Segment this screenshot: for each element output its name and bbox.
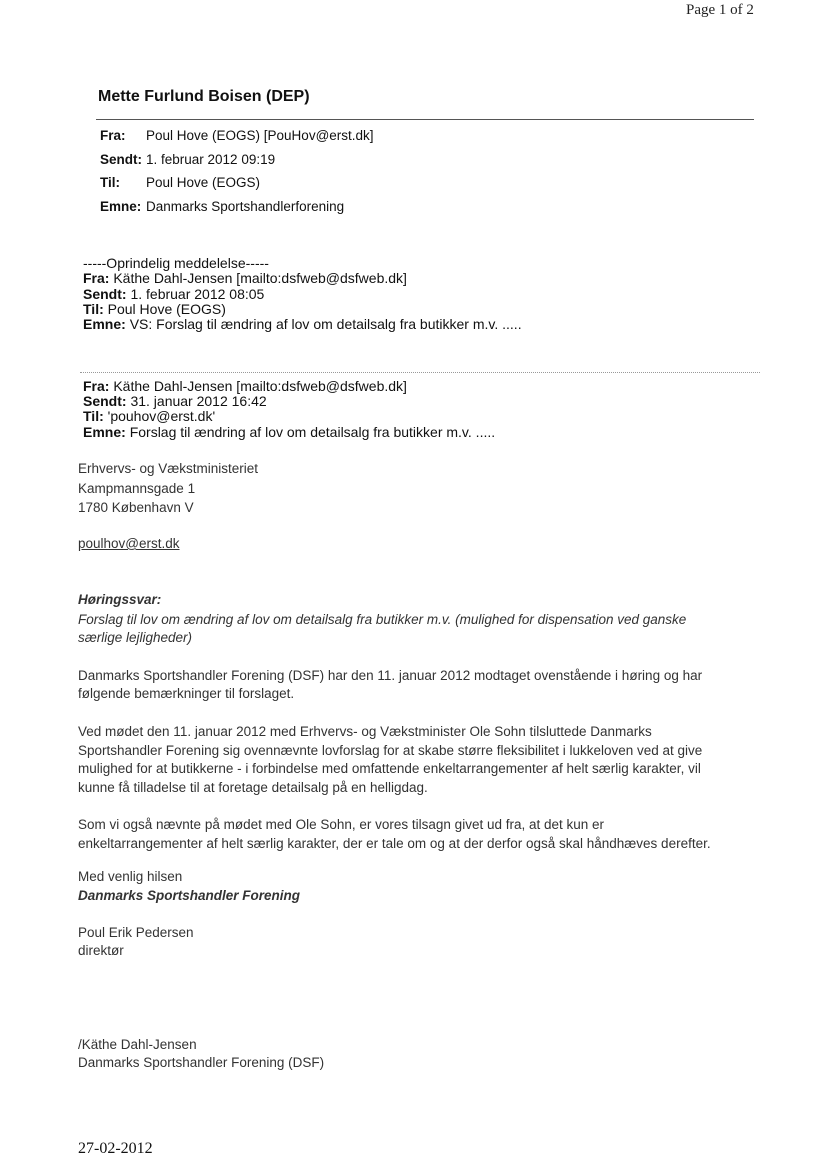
paragraph-line: Sportshandler Forening sig ovennævnte lovforslag for at skabe større fleksibilitet i lukkeloven ved at give [78,743,703,758]
forward-subject-row [83,317,522,332]
sender-name: /Käthe Dahl-Jensen [78,1037,197,1052]
field-value: 1. februar 2012 08:05 [130,286,265,302]
field-label: Emne: [100,199,142,214]
field-value: Käthe Dahl-Jensen [mailto:dsfweb@dsfweb.dk] [113,378,407,394]
address-line: Kampmannsgade 1 [78,481,196,496]
field-value: 'pouhov@erst.dk' [107,408,216,424]
field-value: Poul Hove (EOGS) [146,175,261,190]
outer-sent-row [100,152,275,167]
outer-subject-row [100,199,344,214]
field-label: Emne: [83,424,126,440]
header-divider [96,119,754,120]
original-message-marker: -----Oprindelig meddelelse----- [83,255,269,271]
address-line: 1780 København V [78,500,194,515]
field-label: Til: [100,175,120,190]
field-label: Fra: [100,128,126,143]
field-label: Til: [83,408,104,424]
field-value: VS: Forslag til ændring af lov om detailsalg fra butikker m.v. ..... [129,316,522,332]
consultation-heading: Høringssvar: [78,592,162,607]
closing-greeting: Med venlig hilsen [78,869,183,884]
field-label: Sendt: [83,393,127,409]
original-from-row [83,379,407,394]
field-value: 1. februar 2012 09:19 [146,152,276,167]
forward-to-row [83,302,226,317]
field-label: Sendt: [100,152,142,167]
paragraph-line: Ved mødet den 11. januar 2012 med Erhvervs- og Vækstminister Ole Sohn tilsluttede Danmarks [78,724,652,739]
address-line: Erhvervs- og Vækstministeriet [78,461,259,476]
field-label: Til: [83,301,104,317]
organization-name: Danmarks Sportshandler Forening [78,888,301,903]
forward-sent-row [83,287,264,302]
original-sent-row [83,394,267,409]
field-value: Käthe Dahl-Jensen [mailto:dsfweb@dsfweb.dk] [113,270,407,286]
footer-date: 27-02-2012 [78,1140,153,1157]
paragraph-line: kunne få tilladelse til at foretage detailsalg på en helligdag. [78,780,428,795]
message-divider [80,372,760,373]
field-label: Fra: [83,378,110,394]
field-value: Forslag til ændring af lov om detailsalg fra butikker m.v. ..... [129,424,496,440]
field-label: Fra: [83,270,110,286]
paragraph-line: enkeltarrangementer af helt særlig karakter, der er tale om og at der derfor også skal håndhæves derefter. [78,836,711,851]
field-value: Danmarks Sportshandlerforening [146,199,345,214]
paragraph-line: Danmarks Sportshandler Forening (DSF) har den 11. januar 2012 modtaget ovenstående i høring og har [78,668,703,683]
forward-from-row [83,271,407,286]
outer-to-row [100,175,260,190]
outer-from-row [100,128,374,143]
sender-organization: Danmarks Sportshandler Forening (DSF) [78,1055,325,1070]
subject-line: Forslag til lov om ændring af lov om detailsalg fra butikker m.v. (mulighed for dispensation ved ganske [78,612,687,627]
paragraph-line: følgende bemærkninger til forslaget. [78,686,295,701]
paragraph-line: Som vi også nævnte på mødet med Ole Sohn, er vores tilsagn givet ud fra, at det kun er [78,817,605,832]
signer-title: direktør [78,943,124,958]
recipient-email-link[interactable]: poulhov@erst.dk [78,536,180,551]
mailbox-owner-name: Mette Furlund Boisen (DEP) [98,88,310,105]
subject-line: særlige lejligheder) [78,630,193,645]
field-value: Poul Hove (EOGS) [PouHov@erst.dk] [146,128,374,143]
page-number-header: Page 1 of 2 [686,2,754,18]
field-value: Poul Hove (EOGS) [107,301,226,317]
paragraph-line: mulighed for at butikkerne - i forbindelse med omfattende enkeltarrangementer af helt særlig karakter, vil [78,761,701,776]
original-subject-row [83,425,495,440]
signer-name: Poul Erik Pedersen [78,925,194,940]
field-value: 31. januar 2012 16:42 [130,393,267,409]
field-label: Emne: [83,316,126,332]
field-label: Sendt: [83,286,127,302]
original-to-row [83,409,215,424]
